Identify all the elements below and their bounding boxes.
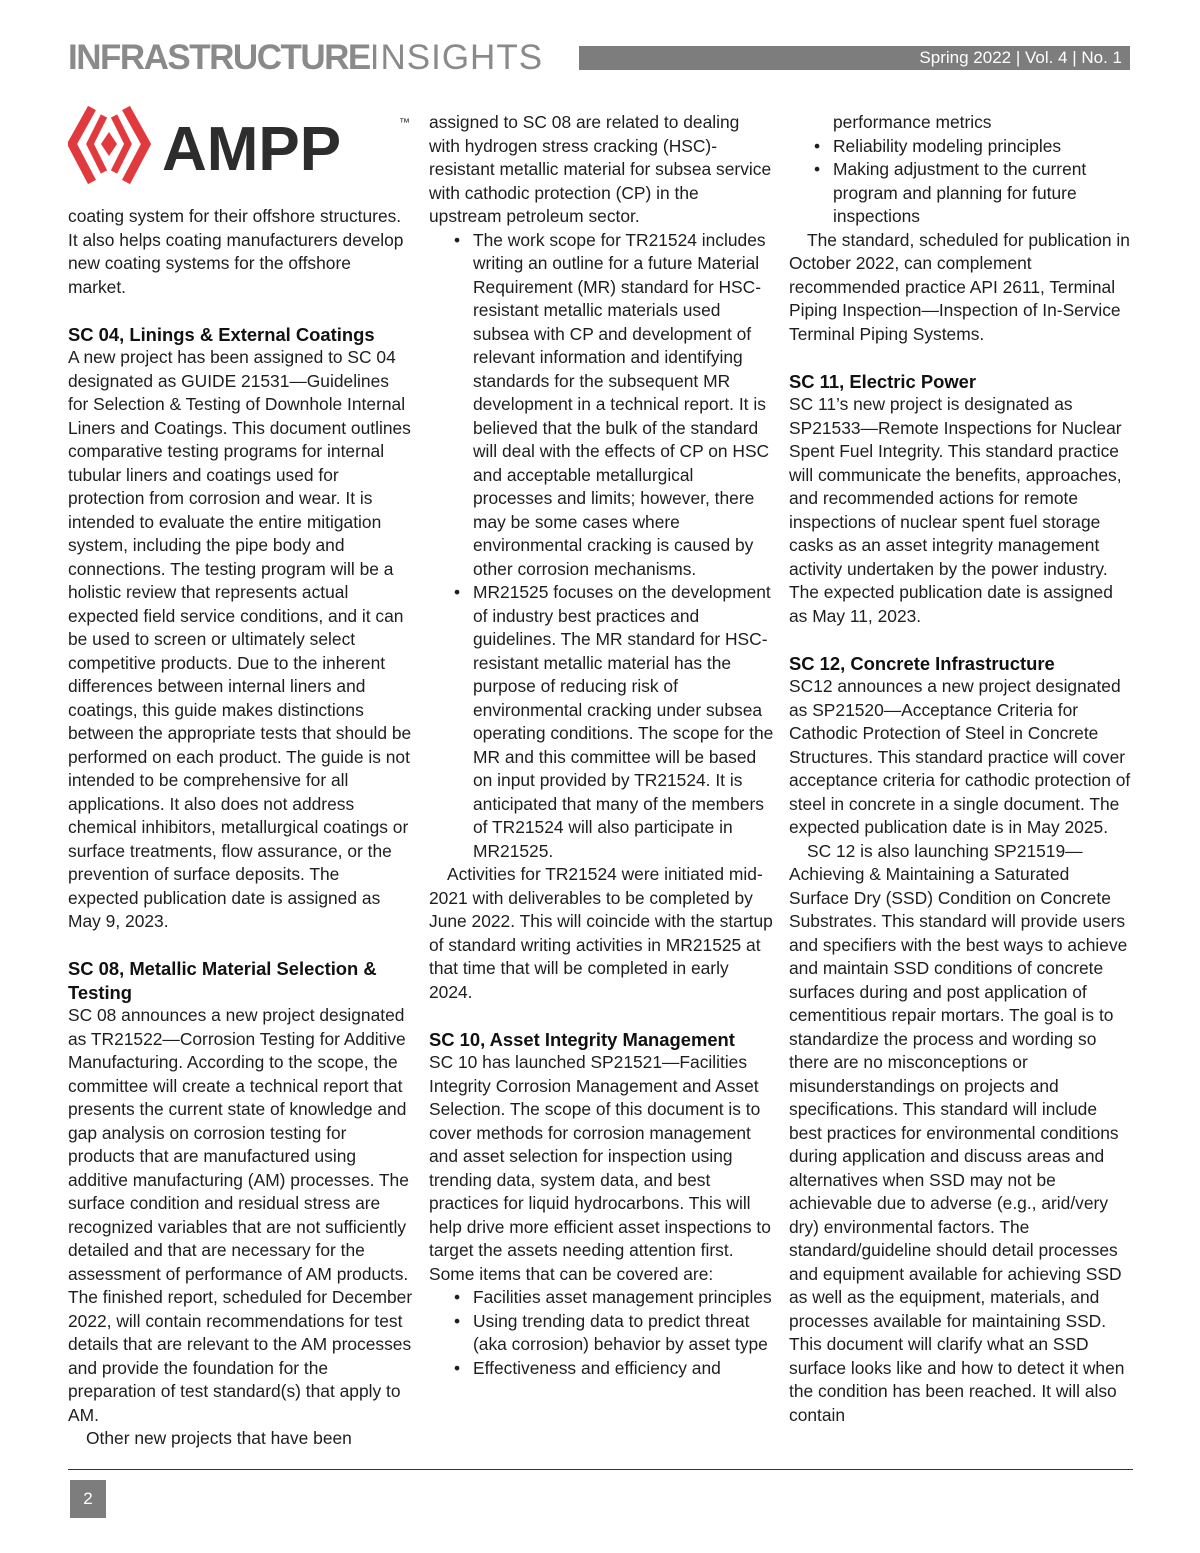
logo-trademark: ™: [399, 117, 410, 129]
list-item: • Facilities asset management principles: [429, 1286, 774, 1310]
sc08-paragraph: SC 08 announces a new project designated as TR21522—Corrosion Testing for Additive Manufacturing. According to the scope, the committee will create a technical report that presents the current state of knowledge and gap analysis on corrosion testing for products that are manufactured using additive manufacturing (AM) processes. The surface condition and residual stress are recognized variables that are not sufficiently detailed and that are necessary for the assessment of performance of AM products. The finished report, scheduled for December 2022, will contain recommendations for test details that are relevant to the AM processes and provide the foundation for the preparation of test standard(s) that apply to AM.: [68, 1005, 413, 1425]
list-item: • Effectiveness and efficiency and: [429, 1357, 774, 1381]
logo-wordmark: AMPP: [162, 115, 342, 184]
sc08-continued-paragraph: assigned to SC 08 are related to dealing with hydrogen stress cracking (HSC)-resistant metallic material for subsea service with cathodic protection (CP) in the upstream petroleum sector.: [429, 112, 772, 226]
sc10-bullet-list-continued: [789, 135, 1134, 229]
list-item: • The work scope for TR21524 includes writing an outline for a future Material Requirement (MR) standard for HSC-resistant metallic materials used subsea with CP and development of relevant information and identifying standards for the subsequent MR development in a technical report. It is believed that the bulk of the standard will deal with the effects of CP on HSC and acceptable metallurgical processes and limits; however, there may be some cases where environmental cracking is caused by other corrosion mechanisms.: [429, 229, 774, 582]
sc08-heading: SC 08, Metallic Material Selection & Testing: [68, 958, 377, 1003]
sc08-bullet-list: [429, 229, 774, 864]
ampp-logo: [68, 104, 414, 188]
issue-bar: [579, 46, 1130, 70]
sc10-heading: SC 10, Asset Integrity Management: [429, 1028, 735, 1050]
bullet-continuation: performance metrics: [833, 112, 992, 132]
intro-paragraph: coating system for their offshore structures. It also helps coating manufacturers develop new coating systems for the offshore market.: [68, 206, 404, 297]
sc10-bullet-list: [429, 1286, 774, 1380]
list-item: • MR21525 focuses on the development of industry best practices and guidelines. The MR standard for HSC-resistant metallic material has the purpose of reducing risk of environmental cracking under subsea operating conditions. The scope for the MR and this committee will be based on input provided by TR21524. It is anticipated that many of the members of TR21524 will also participate in MR21525.: [429, 581, 774, 863]
list-item: • Making adjustment to the current program and planning for future inspections: [789, 158, 1134, 229]
activities-paragraph: Activities for TR21524 were initiated mid-2021 with deliverables to be completed by June 2022. This will coincide with the startup of standard writing activities in MR21525 at that time that will be completed in early 2024.: [429, 864, 773, 1002]
ampp-logo-icon: [68, 104, 414, 188]
column-1: [68, 205, 413, 1451]
standard-note-paragraph: The standard, scheduled for publication in October 2022, can complement recommended practice API 2611, Terminal Piping Inspection—Inspection of In-Service Terminal Piping Systems.: [789, 229, 1130, 344]
sc12-heading: SC 12, Concrete Infrastructure: [789, 652, 1055, 674]
sc08-tail-paragraph: Other new projects that have been: [86, 1428, 352, 1448]
sc12-paragraph: SC12 announces a new project designated as SP21520—Acceptance Criteria for Cathodic Protection of Steel in Concrete Structures. This standard practice will cover acceptance criteria for cathodic protection of steel in concrete in a single document. The expected publication date is in May 2025.: [789, 676, 1131, 837]
column-2: [429, 111, 774, 1380]
list-item: • Using trending data to predict threat (aka corrosion) behavior by asset type: [429, 1310, 774, 1357]
publication-title-light: INSIGHTS: [369, 38, 544, 77]
sc12-second-paragraph: SC 12 is also launching SP21519—Achieving & Maintaining a Saturated Surface Dry (SSD) Condition on Concrete Substrates. This standard will provide users and specifiers with the best ways to achieve and maintain SSD conditions of concrete surfaces during and post application of cementitious repair mortars. The goal is to standardize the process and wording so there are no misconceptions or misunderstandings on projects and specifications. This standard will include best practices for environmental conditions during application and discuss areas and alternatives when SSD may not be achievable due to adverse (e.g., arid/very dry) environmental factors. The standard/guideline should detail processes and equipment available for achieving SSD as well as the equipment, materials, and processes available for maintaining SSD. This document will clarify what an SSD surface looks like and how to detect it when the condition has been reached. It will also contain: [789, 840, 1128, 1425]
list-item: • Reliability modeling principles: [789, 135, 1134, 159]
sc04-paragraph: A new project has been assigned to SC 04 designated as GUIDE 21531—Guidelines for Selection & Testing of Downhole Internal Liners and Coatings. This document outlines comparative testing programs for internal tubular liners and coatings used for protection from corrosion and wear. It is intended to evaluate the entire mitigation system, including the pipe body and connections. The testing program will be a holistic review that represents actual expected field service conditions, and it can be used to screen or ultimately select competitive products. Due to the inherent differences between internal liners and coatings, this guide makes distinctions between the appropriate tests that should be performed on each product. The guide is not intended to be comprehensive for all applications. It also does not address chemical inhibitors, metallurgical coatings or surface treatments, flow assurance, or the prevention of surface deposits. The expected publication date is assigned as May 9, 2023.: [68, 347, 412, 931]
column-3: [789, 111, 1134, 1427]
masthead: [68, 38, 1130, 78]
sc04-heading: SC 04, Linings & External Coatings: [68, 323, 375, 345]
sc10-paragraph: SC 10 has launched SP21521—Facilities Integrity Corrosion Management and Asset Selection. The scope of this document is to cover methods for corrosion management and asset selection for inspection using trending data, system data, and best practices for liquid hydrocarbons. This will help drive more efficient asset inspections to target the assets needing attention first. Some items that can be covered are:: [429, 1052, 771, 1284]
sc11-paragraph: SC 11’s new project is designated as SP21533—Remote Inspections for Nuclear Spent Fuel Integrity. This standard practice will communicate the benefits, approaches, and recommended actions for remote inspections of nuclear spent fuel storage casks as an asset integrity management activity undertaken by the power industry. The expected publication date is assigned as May 11, 2023.: [789, 394, 1122, 626]
publication-title: [68, 38, 543, 78]
publication-title-bold: INFRASTRUCTURE: [68, 38, 370, 77]
footer-rule: [68, 1469, 1133, 1470]
page-number: 2: [70, 1480, 106, 1518]
sc11-heading: SC 11, Electric Power: [789, 370, 977, 392]
issue-label: Spring 2022 | Vol. 4 | No. 1: [919, 48, 1122, 67]
